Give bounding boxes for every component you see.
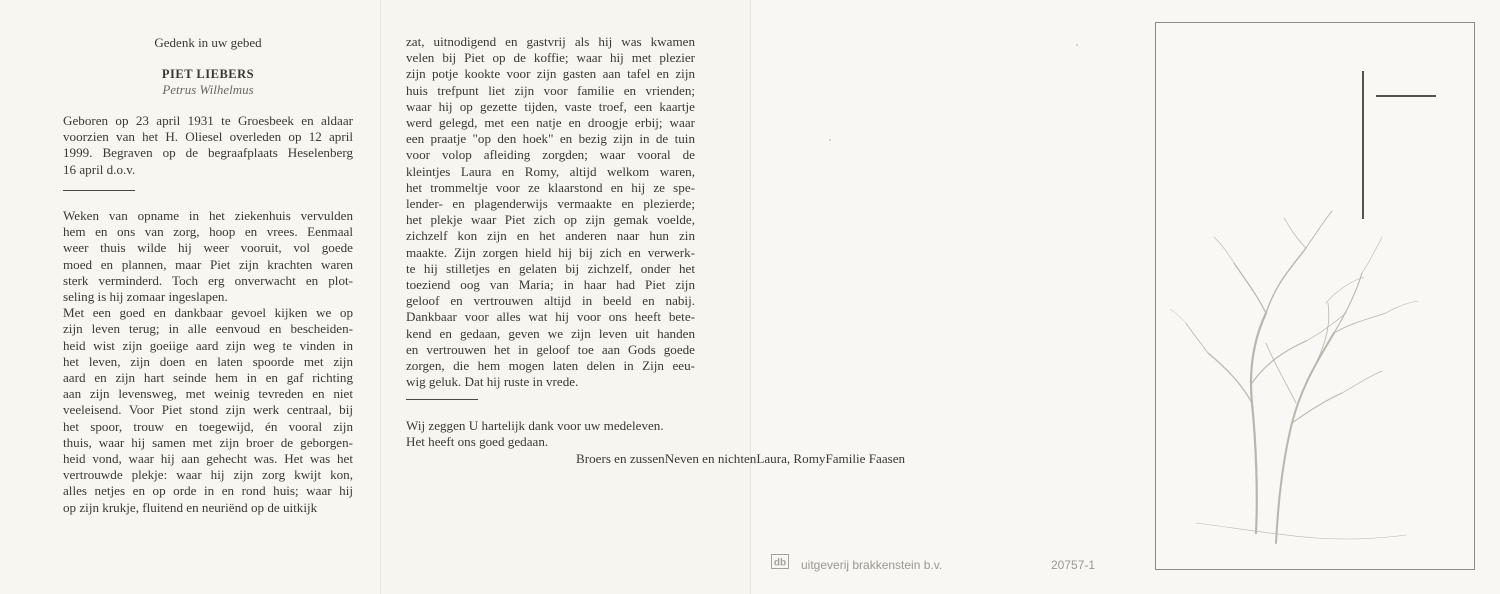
text-line: zorgen, die hem mogen laten delen in Zijn eeu- xyxy=(406,358,695,374)
prayer-heading: Gedenk in uw gebed xyxy=(154,35,262,50)
publisher-logo-icon xyxy=(771,554,789,569)
text-line: zijn potje kookte voor zijn gasten aan tafel en zijn xyxy=(406,66,695,82)
text-line: een praatje "op den hoek" en bezig zijn in de tuin xyxy=(406,131,695,147)
text-line: aan zijn levensweg, met weinig tevreden en niet xyxy=(63,386,353,402)
text-line: 16 april d.o.v. xyxy=(63,161,136,177)
text-line: Broers en zussen xyxy=(576,451,665,466)
text-line: Geboren op 23 april 1931 te Groesbeek en aldaar xyxy=(63,113,353,128)
text-line: aard en zijn hart seinde hem in en gaf richting xyxy=(63,370,353,386)
thanks-text xyxy=(406,418,695,450)
text-line: kend en gedaan, geven we zijn leven uit handen xyxy=(406,325,695,341)
text-line: op zijn krukje, fluitend en neuriënd op de uitkijk xyxy=(63,499,318,515)
text-line: zat, uitnodigend en gastvrij als hij was kwamen xyxy=(406,34,695,49)
text-line: moed en plannen, maar Piet zijn krachten waren xyxy=(63,256,353,272)
paper-speck xyxy=(829,139,831,141)
cross-and-trees-illustration xyxy=(1156,23,1474,569)
text-line: wig geluk. Dat hij ruste in vrede. xyxy=(406,374,579,390)
text-line: voor volop afleiding zorgden; waar vooral de xyxy=(406,147,695,163)
deceased-name: PIET LIEBERS xyxy=(161,67,255,81)
image-frame xyxy=(1155,22,1475,570)
text-line: sterk verminderd. Toch erg onverwacht en plot- xyxy=(63,272,353,288)
publisher-name: uitgeverij brakkenstein b.v. xyxy=(801,558,943,572)
text-line: te hij stilletjes en gelaten bij zichzelf, onder het xyxy=(406,260,695,276)
text-line: werd gelegd, met een natje en droogje erbij; waar xyxy=(406,115,695,131)
text-line: vertrouwde plekje: waar hij zijn zorg kwijt kon, xyxy=(63,467,353,483)
fold-line xyxy=(750,0,751,594)
text-line: Weken van opname in het ziekenhuis vervulden xyxy=(63,208,353,223)
text-line: en vertrouwen het in geloof toe aan Gods goede xyxy=(406,341,695,357)
divider xyxy=(406,399,478,400)
text-line: kleintjes Laura en Romy, altijd welkom waren, xyxy=(406,163,695,179)
text-line: weer thuis wilde hij weer vooruit, vol goede xyxy=(63,240,353,256)
text-line: alles netjes en op orde in en rond huis; waar hij xyxy=(63,483,353,499)
text-line: thuis, waar hij samen met zijn broer de geborgen- xyxy=(63,434,353,450)
text-line: maakte. Zijn zorgen hield hij bij zich en verwerk- xyxy=(406,244,695,260)
paper-speck xyxy=(1076,44,1078,46)
text-line: 1999. Begraven op de begraafplaats Heselenberg xyxy=(63,145,353,161)
text-line: Neven en nichten xyxy=(664,451,757,466)
tree-icon xyxy=(1170,211,1418,543)
text-line: huis trefpunt liet zijn voor familie en vrienden; xyxy=(406,82,695,98)
text-line: het spoor, trouw en toegewijd, én vooral zijn xyxy=(63,418,353,434)
memorial-text-left xyxy=(63,208,353,516)
cross-icon xyxy=(1363,71,1436,219)
birth-death-text xyxy=(63,113,353,178)
text-line: heid vond, waar hij aan gehecht was. Het was het xyxy=(63,451,353,467)
text-line: Laura, Romy xyxy=(756,451,826,466)
svg-text:db: db xyxy=(773,557,787,569)
text-line: Dankbaar voor alles wat hij voor ons heeft bete- xyxy=(406,309,695,325)
product-code: 20757-1 xyxy=(1051,558,1096,572)
text-line: lender- en plagenderwijs vermaakte en plezierde; xyxy=(406,196,695,212)
text-line: hem en ons van zorg, hoop en vrees. Eenmaal xyxy=(63,224,353,240)
memorial-text-middle xyxy=(406,34,695,390)
text-line: Familie Faasen xyxy=(825,451,906,466)
text-line: het leven, zijn doen en laten spoorde met zijn xyxy=(63,353,353,369)
given-names: Petrus Wilhelmus xyxy=(162,82,254,97)
text-line: Het heeft ons goed gedaan. xyxy=(406,434,549,450)
text-line: waar hij op gezette tijden, vaste troef, een kaartje xyxy=(406,98,695,114)
text-line: zichzelf kon zijn en het anderen naar hun zin xyxy=(406,228,695,244)
text-line: geloof en vertrouwen altijd in beeld en nabij. xyxy=(406,293,695,309)
text-line: Met een goed en dankbaar gevoel kijken we op xyxy=(63,305,353,321)
text-line: Wij zeggen U hartelijk dank voor uw medeleven. xyxy=(406,418,664,433)
text-line: seling is hij zomaar ingeslapen. xyxy=(63,289,228,305)
text-line: velen bij Piet op de koffie; waar hij met plezier xyxy=(406,50,695,66)
text-line: toeziend oog van Maria; in haar had Piet zijn xyxy=(406,277,695,293)
text-line: het trommeltje voor ze klaarstond en hij ze spe- xyxy=(406,179,695,195)
divider xyxy=(63,190,135,191)
text-line: zijn leven terug; in alle eenvoud en bescheiden- xyxy=(63,321,353,337)
text-line: voorzien van het H. Oliesel overleden op 12 april xyxy=(63,129,353,145)
text-line: heid wist zijn goeiige aard zijn weg te vinden in xyxy=(63,337,353,353)
family-list xyxy=(576,451,905,467)
text-line: het plekje waar Piet zich op zijn gemak voelde, xyxy=(406,212,695,228)
text-line: veeleisend. Voor Piet stond zijn werk centraal, bij xyxy=(63,402,353,418)
